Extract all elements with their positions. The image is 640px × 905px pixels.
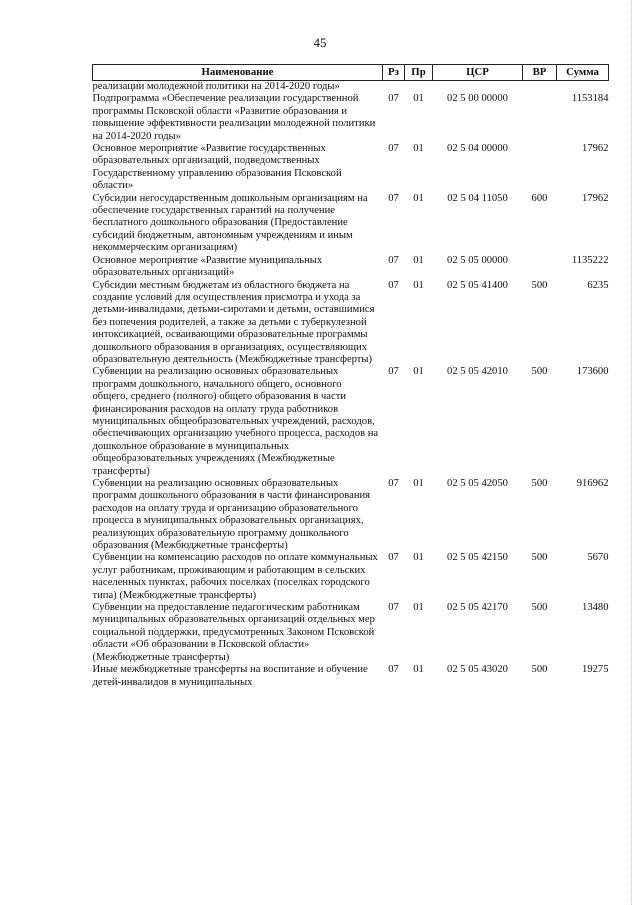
cell-rz: 07 (388, 93, 399, 105)
cell-vr: 600 (531, 192, 548, 204)
table-row (93, 366, 609, 478)
cell-vr: 500 (531, 664, 548, 676)
table-row (93, 255, 609, 280)
cell-sum: 916962 (576, 478, 609, 489)
cell-vr (523, 143, 557, 193)
cell-pr: 01 (413, 93, 424, 105)
cell-name: Основное мероприятие «Развитие муниципальных образовательных организаций» (92, 254, 323, 279)
cell-csr: 02 5 05 42010 (447, 366, 508, 378)
cell-rz: 07 (388, 366, 399, 378)
table-row (93, 93, 609, 143)
cell-csr: 02 5 00 00000 (447, 93, 508, 105)
cell-rz: 07 (388, 143, 399, 155)
cell-vr: 500 (531, 602, 548, 614)
cell-sum: 1153184 (571, 93, 609, 105)
header-sum: Сумма (557, 65, 609, 81)
table-row (93, 280, 609, 367)
cell-sum: 1135222 (571, 254, 609, 266)
cell-csr: 02 5 05 41400 (447, 279, 508, 291)
budget-table (92, 64, 609, 689)
table-row (93, 81, 609, 94)
table-row (93, 602, 609, 664)
cell-sum: 13480 (582, 602, 609, 614)
cell-csr: 02 5 05 00000 (447, 254, 508, 266)
cell-vr (523, 255, 557, 280)
cell-vr (523, 93, 557, 143)
cell-name: Иные межбюджетные трансферты на воспитание и обучение детей-инвалидов в муниципальных (92, 664, 368, 688)
table-row (93, 552, 609, 602)
cell-sum: 5670 (587, 552, 609, 564)
cell-name: Субвенции на предоставление педагогическим работникам муниципальных образовательных организаций отдельных мер социальной поддержки, предусмотренных Законом Псковской области «Об образовании в Псковской области» (Межбюджетные трансферты) (92, 602, 375, 663)
cell-name: реализации молодежной политики на 2014-2020 годы» (92, 81, 340, 92)
cell-rz: 07 (388, 602, 399, 614)
cell-name: Субвенции на компенсацию расходов по оплате коммунальных услуг работникам, проживающим и работающим в сельских населенных пунктах, рабочих поселках (поселках городского типа) (Межбюджетные трансферты) (92, 552, 378, 601)
cell-csr: 02 5 05 42170 (447, 602, 508, 614)
header-pr: Пр (405, 65, 433, 81)
cell-pr: 01 (413, 279, 424, 291)
cell-sum: 17962 (582, 192, 609, 204)
cell-csr: 02 5 05 42050 (447, 478, 508, 489)
cell-csr: 02 5 04 00000 (447, 143, 508, 155)
cell-name: Субсидии местным бюджетам из областного бюджета на создание условий для осуществления присмотра и ухода за детьми-инвалидами, детьми-сиротами и детьми, оставшимися без попечения родителей, а также за детьми с туберкулезной интоксикацией, осваивающими образовательные программы дошкольного образования в организациях, осуществляющих образовательную деятельность (Межбюджетные трансферты) (92, 279, 375, 365)
cell-sum (557, 81, 609, 94)
page-margin-line (631, 0, 632, 905)
cell-sum: 6235 (587, 279, 609, 291)
cell-sum: 19275 (582, 664, 609, 676)
cell-pr: 01 (413, 552, 424, 564)
cell-rz: 07 (388, 552, 399, 564)
cell-rz: 07 (388, 192, 399, 204)
cell-pr: 01 (413, 664, 424, 676)
cell-rz: 07 (388, 279, 399, 291)
cell-pr (405, 81, 433, 94)
cell-csr: 02 5 04 11050 (447, 192, 508, 204)
cell-vr: 500 (531, 279, 548, 291)
header-name: Наименование (93, 65, 383, 81)
cell-pr: 01 (413, 366, 424, 378)
cell-rz (383, 81, 405, 94)
cell-csr (433, 81, 523, 94)
cell-sum: 17962 (582, 143, 609, 155)
header-rz: Рз (383, 65, 405, 81)
table-header-row (93, 65, 609, 81)
cell-vr (523, 81, 557, 94)
cell-sum: 173600 (576, 366, 609, 378)
cell-rz: 07 (388, 478, 399, 489)
cell-pr: 01 (413, 602, 424, 614)
cell-name: Основное мероприятие «Развитие государственных образовательных организаций, подведомственных Государственному управлению образования Псковской области» (92, 143, 342, 192)
cell-pr: 01 (413, 254, 424, 266)
table-row (93, 143, 609, 193)
table-row (93, 193, 609, 255)
cell-name: Подпрограмма «Обеспечение реализации государственной программы Псковской области «Развитие образования и повышение эффективности реализации молодежной политики на 2014-2020 годы» (92, 93, 376, 142)
cell-pr: 01 (413, 192, 424, 204)
cell-vr: 500 (531, 478, 548, 489)
table-row (93, 478, 609, 552)
table-body (93, 81, 609, 689)
cell-vr: 500 (531, 552, 548, 564)
header-vr: ВР (523, 65, 557, 81)
table-row (93, 664, 609, 689)
cell-name: Субсидии негосударственным дошкольным организациям на обеспечение государственных гарантий на получение бесплатного дошкольного образования (Предоставление субсидий бюджетным, автономным учреждениям и иным некоммерческим организациям) (92, 192, 368, 254)
page-number: 45 (313, 35, 327, 50)
cell-rz: 07 (388, 254, 399, 266)
header-csr: ЦСР (433, 65, 523, 81)
cell-name: Субвенции на реализацию основных образовательных программ дошкольного, начального общего, основного общего, среднего (полного) общего образования в части финансирования расходов на оплату труда работников муниципальных общеобразовательных учреждений, расходов, обеспечивающих организацию учебного процесса, расходов на дошкольное образование в муниципальных общеобразовательных учреждениях (Межбюджетные трансферты) (92, 366, 379, 477)
cell-rz: 07 (388, 664, 399, 676)
cell-pr: 01 (413, 478, 424, 489)
cell-csr: 02 5 05 43020 (447, 664, 508, 676)
cell-vr: 500 (531, 366, 548, 378)
cell-csr: 02 5 05 42150 (447, 552, 508, 564)
cell-pr: 01 (413, 143, 424, 155)
cell-name: Субвенции на реализацию основных образовательных программ дошкольного образования в части финансирования расходов на оплату труда и организацию образовательного процесса в муниципальных образовательных организациях, реализующих образовательную программу дошкольного образования (Межбюджетные трансферты) (92, 478, 371, 552)
